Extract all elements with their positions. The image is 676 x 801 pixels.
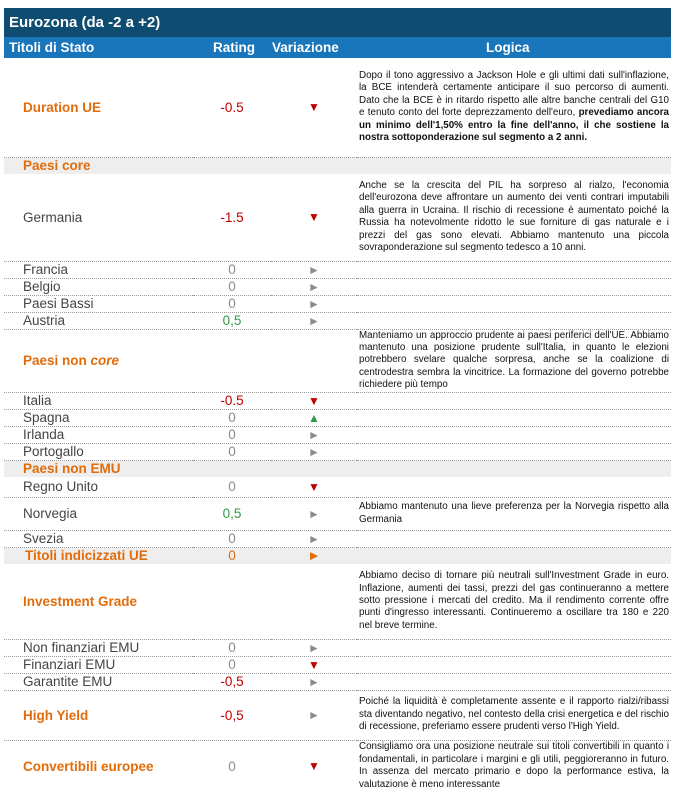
row-name: Irlanda [4, 426, 193, 443]
table-row [4, 295, 671, 312]
arrow-up-icon: ▲ [271, 409, 357, 426]
header-titoli: Titoli di Stato [9, 40, 95, 55]
table-row [4, 409, 671, 426]
rating-value: 0 [193, 477, 271, 497]
row-name: Finanziari EMU [4, 656, 193, 673]
allocation-table-page [4, 8, 671, 792]
row-name: High Yield [4, 690, 193, 740]
table-row [4, 477, 671, 497]
table-row [4, 174, 671, 261]
header-logica: Logica [486, 40, 530, 55]
row-name: Belgio [4, 278, 193, 295]
arrow-right-icon: ► [271, 261, 357, 278]
arrow-down-icon: ▼ [271, 656, 357, 673]
arrow-right-icon: ► [271, 639, 357, 656]
table-row [4, 673, 671, 690]
rating-value: -0,5 [193, 690, 271, 740]
row-name: Spagna [4, 409, 193, 426]
arrow-right-icon: ► [271, 443, 357, 460]
logic-text: Abbiamo deciso di tornare più neutrali sull'Investment Grade in euro. Inflazione, aumenti dei tassi, prezzi del gas continueranno a mettere sotto pressione i mercati del credito. Ma il rendimento corrente offre punti d'ingresso interessanti. Continueremo a oscillare tra 180 e 220 nel breve termine. [357, 564, 671, 639]
section-header [4, 547, 671, 564]
arrow-right-icon: ► [271, 673, 357, 690]
row-name: Convertibili europee [23, 758, 154, 774]
rating-value: -0,5 [193, 673, 271, 690]
rating-value: 0 [228, 758, 236, 774]
arrow-down-icon: ▼ [271, 58, 357, 157]
row-name: Norvegia [4, 497, 193, 530]
table-row [4, 639, 671, 656]
arrow-right-icon: ► [271, 312, 357, 329]
row-name: Svezia [4, 530, 193, 547]
table-row [4, 278, 671, 295]
arrow-right-icon: ► [271, 426, 357, 443]
rating-value: 0 [193, 261, 271, 278]
table-row [4, 312, 671, 329]
logic-text: Abbiamo mantenuto una lieve preferenza per la Norvegia rispetto alla Germania [357, 497, 671, 530]
table-row [4, 690, 671, 740]
table-row [4, 426, 671, 443]
section-header [4, 460, 671, 477]
table-header [4, 37, 671, 58]
row-name: Francia [4, 261, 193, 278]
section-paesi-core: Paesi core [4, 157, 671, 174]
row-name: Italia [4, 392, 193, 409]
table-row [4, 58, 671, 157]
table-row [4, 443, 671, 460]
logic-text: Poiché la liquidità è completamente assente e il rapporto rialzi/ribassi sta diventando negativo, nel contesto della crisi energetica e del rischio di recessione, preferiamo essere prudenti verso l'High Yield. [357, 690, 671, 740]
table-row [4, 656, 671, 673]
rating-value: 0 [193, 278, 271, 295]
row-name: Investment Grade [4, 564, 193, 639]
rating-value: -0.5 [193, 58, 271, 157]
row-name: Austria [4, 312, 193, 329]
rating-value: 0 [193, 547, 271, 564]
allocation-table [4, 58, 671, 792]
arrow-right-icon: ► [271, 497, 357, 530]
table-row [4, 261, 671, 278]
section-titoli-indicizzati: Titoli indicizzati UE [4, 547, 193, 564]
logic-text: Consigliamo ora una posizione neutrale sui titoli convertibili in quanto i fondamentali, in particolare i margini e gli utili, peggioreranno in futuro. In assenza del mercato primario e dopo la performance estiva, la valutazione è meno interessante [359, 741, 669, 790]
rating-value: -1.5 [193, 174, 271, 261]
row-name: Paesi non core [4, 329, 193, 392]
rating-value: 0,5 [193, 312, 271, 329]
rating-value: -0.5 [193, 392, 271, 409]
table-row [4, 329, 671, 392]
table-title: Eurozona (da -2 a +2) [4, 8, 671, 37]
header-variazione: Variazione [272, 40, 339, 55]
rating-value: 0 [193, 530, 271, 547]
arrow-right-icon: ► [271, 278, 357, 295]
logic-text: Anche se la crescita del PIL ha sorpreso al rialzo, l'economia dell'eurozona deve affrontare un aumento dei venti contrari imputabili alla guerra in Ucraina. Il rischio di recessione è aumentato poiché la Russia ha notevolmente ridotto le sue forniture di gas naturale e i prezzi del gas sono elevati. Abbiamo mantenuto una piccola sovraponderazione sul segmento tedesco a 10 anni. [357, 174, 671, 261]
arrow-right-icon: ► [271, 530, 357, 547]
row-name: Duration UE [4, 58, 193, 157]
table-row [4, 740, 671, 792]
row-name: Regno Unito [4, 477, 193, 497]
row-name: Paesi Bassi [4, 295, 193, 312]
rating-value: 0 [193, 409, 271, 426]
arrow-down-icon: ▼ [308, 759, 320, 774]
arrow-right-icon: ► [271, 690, 357, 740]
row-name: Portogallo [4, 443, 193, 460]
row-name: Non finanziari EMU [4, 639, 193, 656]
section-paesi-non-emu: Paesi non EMU [4, 460, 671, 477]
section-header [4, 157, 671, 174]
row-name: Germania [4, 174, 193, 261]
arrow-right-icon: ► [271, 547, 357, 564]
row-name: Garantite EMU [4, 673, 193, 690]
rating-value: 0 [193, 295, 271, 312]
rating-value: 0,5 [193, 497, 271, 530]
arrow-down-icon: ▼ [271, 174, 357, 261]
rating-value: 0 [193, 656, 271, 673]
header-rating: Rating [213, 40, 255, 55]
logic-text: Manteniamo un approccio prudente ai paesi periferici dell'UE. Abbiamo mantenuto una posizione prudente sull'Italia, in quanto le elezioni potrebbero svelare qualche sorpresa, anche se la coalizione di centrodestra sembra la vincitrice. La formazione del governo potrebbe richiedere più tempo [359, 329, 669, 391]
rating-value: 0 [193, 426, 271, 443]
arrow-down-icon: ▼ [271, 477, 357, 497]
table-row [4, 497, 671, 530]
table-row [4, 564, 671, 639]
table-row [4, 392, 671, 409]
rating-value: 0 [193, 639, 271, 656]
arrow-down-icon: ▼ [271, 392, 357, 409]
rating-value: 0 [193, 443, 271, 460]
table-row [4, 530, 671, 547]
arrow-right-icon: ► [271, 295, 357, 312]
logic-text: Dopo il tono aggressivo a Jackson Hole e gli ultimi dati sull'inflazione, la BCE intenderà certamente anticipare il suo percorso di aumenti. Dato che la BCE è in ritardo rispetto alle altre banche centrali del G10 e tenuto conto del forte deprezzamento dell'euro, prevediamo ancora un minimo dell'1,50% entro la fine dell'anno, il che sostiene la nostra sottoponderazione sul segmento a 2 anni. [357, 58, 671, 157]
